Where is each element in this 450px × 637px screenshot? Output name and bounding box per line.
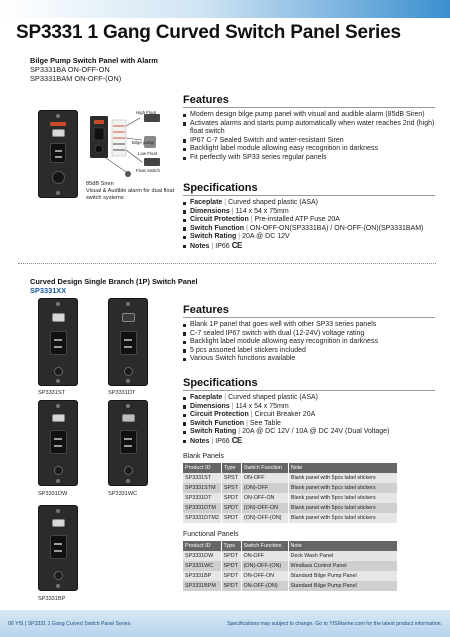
switch-systems-caption: switch systems bbox=[86, 195, 124, 201]
feature-item: IP67 C-7 Sealed Switch and water-resistant Siren bbox=[183, 137, 445, 146]
caption-sp3331dw: SP3331DW bbox=[38, 491, 68, 497]
section1-features-title: Features bbox=[183, 94, 229, 106]
breaker-icon bbox=[124, 367, 133, 376]
breaker-icon bbox=[54, 466, 63, 475]
spec-item: Dimensions | 114 x 54 x 75mm bbox=[183, 208, 445, 217]
high-float-label: High Float bbox=[136, 110, 157, 115]
spec-item: Notes | IP66 CE bbox=[183, 437, 445, 447]
feature-item: Various Switch functions available bbox=[183, 355, 445, 364]
rocker-switch-icon bbox=[120, 430, 137, 454]
siren-caption: 85dB Siren bbox=[86, 181, 114, 187]
table-row: SP3331DTM2 SPDT (ON)-OFF-(ON) Blank panel with 5pcs label stickers bbox=[183, 513, 398, 523]
visual-alarm-caption: Visual & Audible alarm for dual float bbox=[86, 188, 175, 194]
specs-divider bbox=[183, 390, 435, 391]
breaker-icon bbox=[124, 466, 133, 475]
spec-item: Switch Rating | 20A @ DC 12V / 10A @ DC 24V (Dual Voltage) bbox=[183, 428, 445, 437]
spec-item: Switch Function | See Table bbox=[183, 420, 445, 429]
page-title: SP3331 1 Gang Curved Switch Panel Series bbox=[16, 22, 401, 43]
spec-item: Faceplate | Curved shaped plastic (ASA) bbox=[183, 199, 445, 208]
section1-specs-title: Specifications bbox=[183, 182, 258, 194]
caption-sp3331wc: SP3331WC bbox=[108, 491, 138, 497]
table-row: SP3331DW SPDT ON-OFF Deck Wash Panel bbox=[183, 551, 398, 561]
specs-divider bbox=[183, 195, 435, 196]
section1-specs-list bbox=[183, 199, 445, 252]
spec-item: Switch Rating | 20A @ DC 12V bbox=[183, 233, 445, 242]
section2-specs-title: Specifications bbox=[183, 377, 258, 389]
section2-features-title: Features bbox=[183, 304, 229, 316]
functional-panels-caption: Functional Panels bbox=[183, 531, 239, 538]
rocker-switch-icon bbox=[50, 331, 67, 355]
table-row: SP3331ST SPST ON-OFF Blank panel with 5pcs label stickers bbox=[183, 473, 398, 483]
table-row: SP3331DTM SPDT (ON)-OFF-ON Blank panel with 5pcs label stickers bbox=[183, 503, 398, 513]
section-divider-dotted bbox=[18, 263, 436, 264]
table-row: SP3331DT SPDT ON-OFF-ON Blank panel with 5pcs label stickers bbox=[183, 493, 398, 503]
backlight-label-icon bbox=[52, 414, 65, 422]
alarm-label-tag bbox=[50, 122, 66, 126]
table-row: SP3331BPM SPDT ON-OFF-(ON) Standard Bilge Pump Panel bbox=[183, 581, 398, 591]
breaker-icon bbox=[54, 367, 63, 376]
functional-panels-table bbox=[183, 541, 398, 591]
spec-item: Faceplate | Curved shaped plastic (ASA) bbox=[183, 394, 445, 403]
backlight-label-icon bbox=[52, 519, 65, 527]
page-footer bbox=[0, 610, 450, 637]
spec-item: Switch Function | ON-OFF-ON(SP3331BA) / ON-OFF-(ON)(SP3331BAM) bbox=[183, 225, 445, 234]
low-float-label: Low Float bbox=[138, 151, 158, 156]
section2-model: SP3331XX bbox=[30, 286, 67, 295]
feature-item: 5 pcs assorted label stickers included bbox=[183, 347, 445, 356]
blank-panels-caption: Blank Panels bbox=[183, 453, 224, 460]
caption-sp3331st: SP3331ST bbox=[38, 390, 66, 396]
ce-mark-icon: CE bbox=[231, 240, 242, 250]
feature-item: Backlight label module allowing easy recognition in darkness bbox=[183, 338, 445, 347]
section1-model-a: SP3331BA ON-OFF-ON bbox=[30, 65, 110, 74]
table-header-row: Product ID Type Switch Function Note bbox=[183, 463, 398, 473]
feature-item: Fit perfectly with SP33 series regular panels bbox=[183, 154, 445, 163]
footer-page-info: 06 YIS | SP3331 1 Gang Curved Switch Panel Series bbox=[8, 621, 131, 627]
table-header-row: Product ID Type Switch Function Note bbox=[183, 541, 398, 551]
table-row: SP3331BP SPDT ON-OFF-ON Standard Bilge Pump Panel bbox=[183, 571, 398, 581]
bilge-alarm-panel-image bbox=[38, 110, 78, 198]
section1-header bbox=[30, 56, 158, 83]
panel-image-sp3331wc bbox=[108, 400, 148, 486]
backlight-label-icon bbox=[122, 313, 135, 322]
rocker-switch-icon bbox=[50, 430, 67, 454]
panel-image-sp3331dw bbox=[38, 400, 78, 486]
section2-features-list bbox=[183, 321, 445, 364]
panel-screw bbox=[56, 114, 60, 118]
rocker-switch-icon bbox=[120, 331, 137, 355]
panel-image-sp3331bp bbox=[38, 505, 78, 591]
feature-item: Modern design bilge pump panel with visual and audible alarm (85dB Siren) bbox=[183, 111, 445, 120]
rocker-switch-icon bbox=[50, 535, 67, 559]
top-gradient-bar bbox=[0, 0, 450, 18]
siren-icon bbox=[52, 171, 65, 184]
feature-item: Activates alarms and starts pump automatically when water reaches 2nd (high) float switch bbox=[183, 120, 445, 137]
backlight-label-icon bbox=[122, 414, 135, 422]
caption-sp3331bp: SP3331BP bbox=[38, 596, 66, 602]
panel-screw bbox=[56, 191, 60, 195]
caption-sp3331dt: SP3331DT bbox=[108, 390, 136, 396]
bilge-rocker-switch bbox=[50, 143, 66, 163]
spec-item: Dimensions | 114 x 54 x 75mm bbox=[183, 403, 445, 412]
features-divider bbox=[183, 317, 435, 318]
blank-panels-table bbox=[183, 463, 398, 523]
feature-item: Backlight label module allowing easy recognition in darkness bbox=[183, 145, 445, 154]
section1-features-list bbox=[183, 111, 445, 163]
panel-image-sp3331st bbox=[38, 298, 78, 386]
bilge-pump-label: Bilge pump bbox=[132, 140, 154, 145]
section2-specs-list bbox=[183, 394, 445, 447]
section2-header bbox=[30, 277, 198, 295]
spec-item: Circuit Protection | Circuit Breaker 20A bbox=[183, 411, 445, 420]
features-divider bbox=[183, 107, 435, 108]
panel-image-sp3331dt bbox=[108, 298, 148, 386]
feature-item: C-7 sealed IP67 switch with dual (12-24V) voltage rating bbox=[183, 330, 445, 339]
spec-item: Circuit Protection | Pre-installed ATP Fuse 20A bbox=[183, 216, 445, 225]
backlight-label-icon bbox=[52, 313, 65, 322]
spec-item: Notes | IP66 CE bbox=[183, 242, 445, 252]
table-row: SP3331STM SPST (ON)-OFF Blank panel with 5pcs label stickers bbox=[183, 483, 398, 493]
section1-model-b: SP3331BAM ON-OFF-(ON) bbox=[30, 74, 122, 83]
footer-disclaimer: Specifications may subject to change. Go to YISMarine.com for the latest product information. bbox=[226, 621, 442, 627]
table-row: SP3331WC SPDT (ON)-OFF-(ON) Windlass Control Panel bbox=[183, 561, 398, 571]
section1-heading: Bilge Pump Switch Panel with Alarm bbox=[30, 56, 158, 65]
section2-heading: Curved Design Single Branch (1P) Switch Panel bbox=[30, 277, 198, 286]
alarm-led bbox=[52, 129, 65, 137]
breaker-icon bbox=[54, 571, 63, 580]
feature-item: Blank 1P panel that goes well with other SP33 series panels bbox=[183, 321, 445, 330]
ce-mark-icon: CE bbox=[231, 435, 242, 445]
float-switch-label: Float Switch bbox=[136, 168, 160, 173]
